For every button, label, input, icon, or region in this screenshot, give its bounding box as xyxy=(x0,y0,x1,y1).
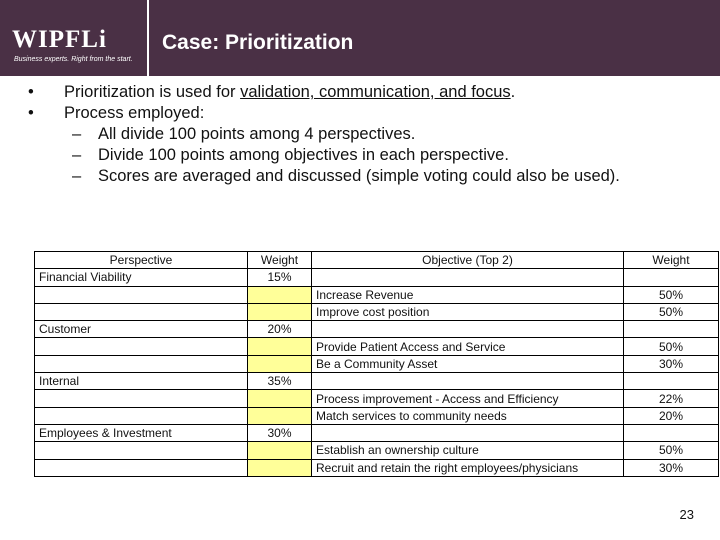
perspective-row xyxy=(35,424,719,441)
perspective-weight: 20% xyxy=(248,321,312,338)
input-cell[interactable] xyxy=(248,303,312,320)
sub-bullet-item xyxy=(28,124,708,145)
empty-cell xyxy=(312,373,624,390)
input-cell[interactable] xyxy=(248,286,312,303)
objective-name: Process improvement - Access and Efficiency xyxy=(312,390,624,407)
empty-cell xyxy=(35,355,248,372)
objective-weight: 50% xyxy=(624,303,719,320)
objective-name: Provide Patient Access and Service xyxy=(312,338,624,355)
input-cell[interactable] xyxy=(248,407,312,424)
bullet-text: Process employed: xyxy=(64,104,205,122)
sub-bullet-item xyxy=(28,166,708,187)
sub-bullet-text: All divide 100 points among 4 perspectives. xyxy=(98,125,416,143)
perspective-name: Customer xyxy=(35,321,248,338)
perspective-name: Internal xyxy=(35,373,248,390)
perspective-row xyxy=(35,373,719,390)
sub-bullet-item xyxy=(28,145,708,166)
empty-cell xyxy=(35,338,248,355)
perspective-weight: 30% xyxy=(248,424,312,441)
slide-title: Case: Prioritization xyxy=(162,31,354,54)
input-cell[interactable] xyxy=(248,442,312,459)
perspective-row xyxy=(35,269,719,286)
header-bar xyxy=(0,0,720,76)
bullet-text: Prioritization is used for xyxy=(64,83,241,101)
empty-cell xyxy=(35,442,248,459)
empty-cell xyxy=(624,269,719,286)
prioritization-table xyxy=(34,251,719,477)
empty-cell xyxy=(624,321,719,338)
empty-cell xyxy=(35,390,248,407)
bullet-mark: • xyxy=(28,83,34,101)
empty-cell xyxy=(312,321,624,338)
objective-name: Recruit and retain the right employees/physicians xyxy=(312,459,624,476)
bullet-mark: • xyxy=(28,104,34,122)
dash-mark: – xyxy=(72,167,82,185)
empty-cell xyxy=(35,407,248,424)
empty-cell xyxy=(624,373,719,390)
header-weight: Weight xyxy=(248,252,312,269)
objective-row xyxy=(35,355,719,372)
table-header-row xyxy=(35,252,719,269)
objective-name: Establish an ownership culture xyxy=(312,442,624,459)
table-body xyxy=(35,269,719,477)
objective-weight: 22% xyxy=(624,390,719,407)
bullet-list xyxy=(28,82,708,187)
sub-bullet-text: Scores are averaged and discussed (simple voting could also be used). xyxy=(98,167,620,185)
objective-weight: 20% xyxy=(624,407,719,424)
input-cell[interactable] xyxy=(248,459,312,476)
page-number: 23 xyxy=(679,507,694,522)
logo xyxy=(0,0,149,76)
objective-row xyxy=(35,338,719,355)
header-perspective: Perspective xyxy=(35,252,248,269)
perspective-weight: 35% xyxy=(248,373,312,390)
empty-cell xyxy=(624,424,719,441)
perspective-weight: 15% xyxy=(248,269,312,286)
perspective-name: Financial Viability xyxy=(35,269,248,286)
bullet-item xyxy=(28,82,708,103)
empty-cell xyxy=(312,269,624,286)
objective-name: Improve cost position xyxy=(312,303,624,320)
objective-row xyxy=(35,286,719,303)
empty-cell xyxy=(35,286,248,303)
input-cell[interactable] xyxy=(248,355,312,372)
header-objective: Objective (Top 2) xyxy=(312,252,624,269)
input-cell[interactable] xyxy=(248,338,312,355)
perspective-row xyxy=(35,321,719,338)
objective-weight: 30% xyxy=(624,459,719,476)
objective-row xyxy=(35,303,719,320)
objective-row xyxy=(35,390,719,407)
underlined-text: validation, communication, and focus xyxy=(240,83,511,101)
input-cell[interactable] xyxy=(248,390,312,407)
objective-row xyxy=(35,442,719,459)
dash-mark: – xyxy=(72,125,82,143)
empty-cell xyxy=(35,303,248,320)
perspective-name: Employees & Investment xyxy=(35,424,248,441)
dash-mark: – xyxy=(72,146,82,164)
bullet-item xyxy=(28,103,708,124)
logo-wordmark: WIPFLi xyxy=(12,26,107,53)
objective-name: Match services to community needs xyxy=(312,407,624,424)
objective-weight: 50% xyxy=(624,442,719,459)
empty-cell xyxy=(312,424,624,441)
objective-row xyxy=(35,459,719,476)
header-objective-weight: Weight xyxy=(624,252,719,269)
objective-name: Be a Community Asset xyxy=(312,355,624,372)
objective-weight: 50% xyxy=(624,286,719,303)
bullet-text-tail: . xyxy=(510,83,516,101)
sub-bullet-text: Divide 100 points among objectives in each perspective. xyxy=(98,146,509,164)
objective-row xyxy=(35,407,719,424)
objective-weight: 30% xyxy=(624,355,719,372)
logo-tagline: Business experts. Right from the start. xyxy=(14,56,133,63)
objective-weight: 50% xyxy=(624,338,719,355)
objective-name: Increase Revenue xyxy=(312,286,624,303)
empty-cell xyxy=(35,459,248,476)
